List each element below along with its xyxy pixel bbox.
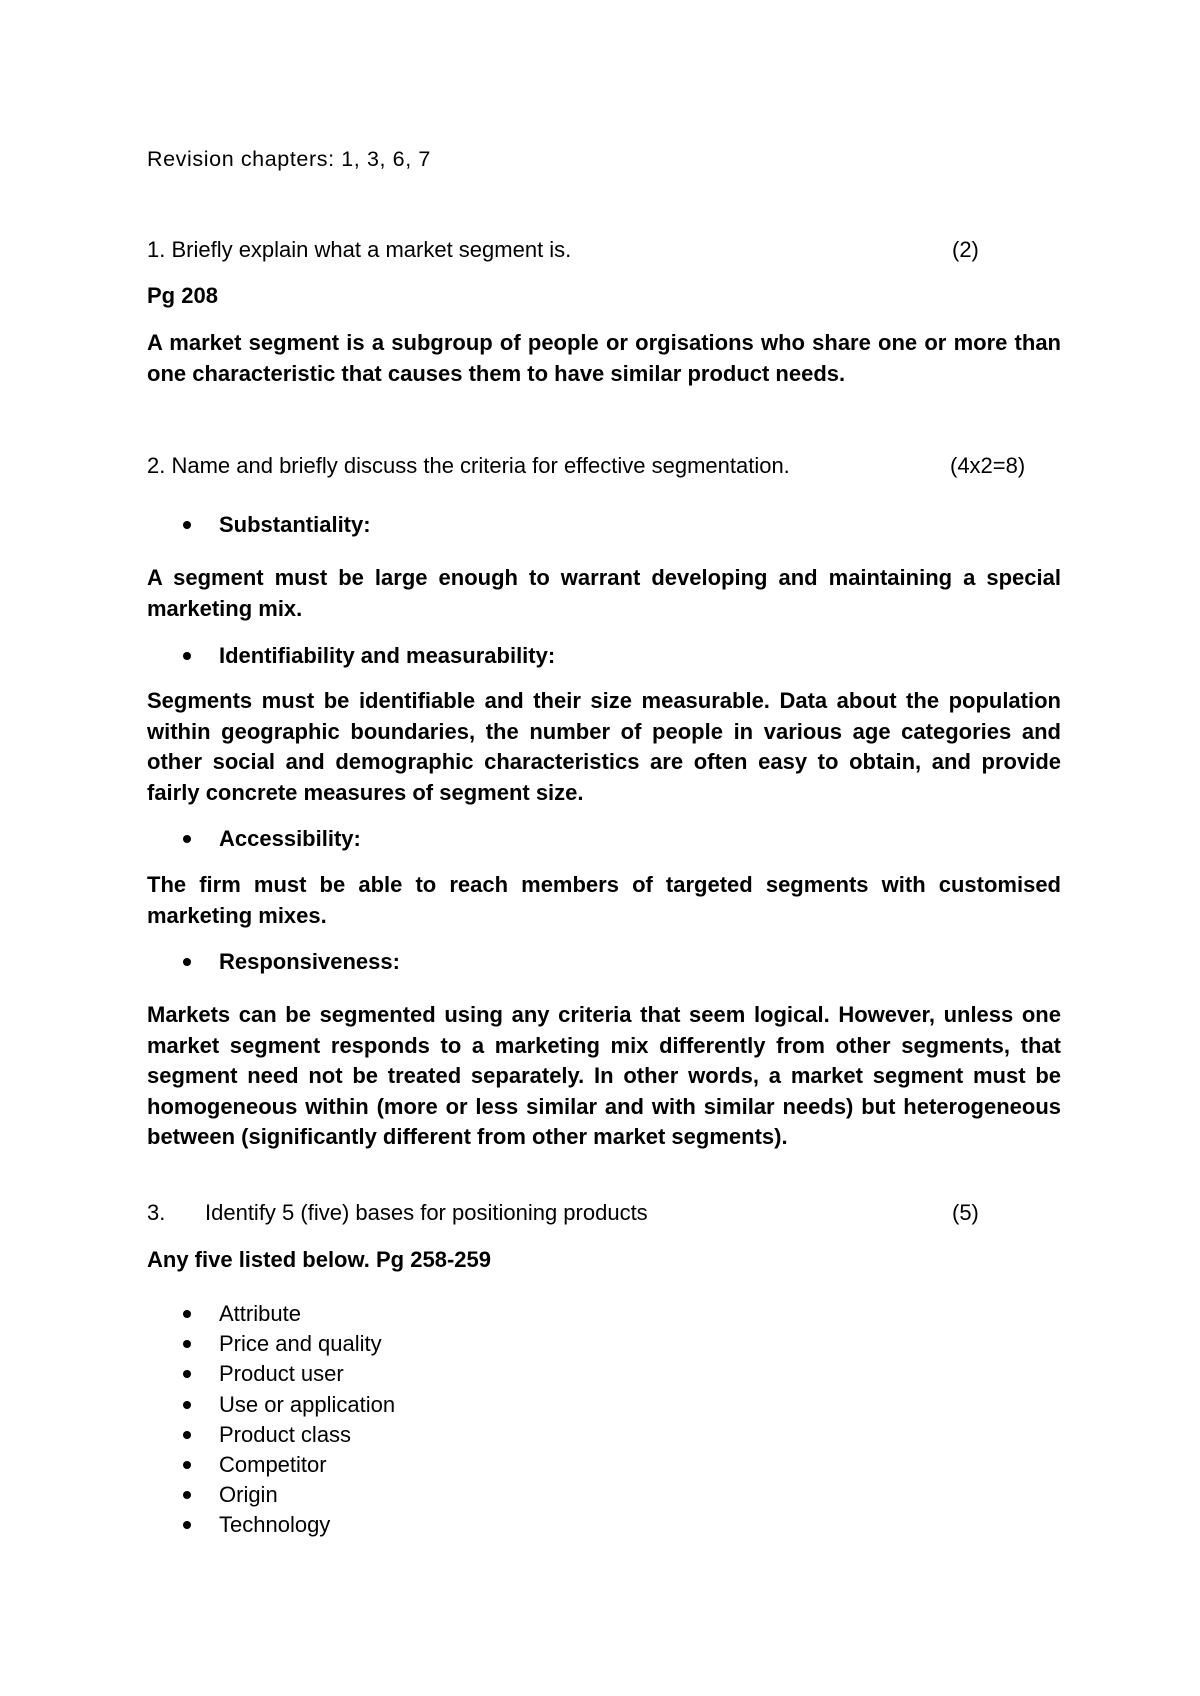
bullet-icon (183, 1370, 191, 1378)
criterion-responsiveness-text: Markets can be segmented using any criteria that seem logical. However, unless one market segment responds to a marketing mix differently from other segments, that segment need not be treated separately. In other words, a market segment must be homogeneous within (more or less similar and with similar needs) but heterogeneous between (significantly different from other market segments). (147, 1002, 1061, 1149)
bullet-icon (183, 1340, 191, 1348)
bullet-icon (183, 835, 191, 843)
document-page: Revision chapters: 1, 3, 6, 7 1. Briefly explain what a market segment is. (2) Pg 208 A market segment is a subgroup of people or orgisations who share one or more than one characteristic that causes them to have similar product needs. 2. Name and briefly discuss the criteria for effective segmentation. (4x2=8) Substantiality: A segment must be large enough to warrant developing and maintaining a special marketing mix. Identifiability and measurability: Segments must be identifiable and their size measurable. Data about the population within geographic boundaries, the number of people in various age categories and other social and demographic characteristics are often easy to obtain, and provide fairly concrete measures of segment size. Accessibility: The firm must be able to reach members of targeted segments with customised marketing mixes. Responsiveness: Markets can be segmented using any criteria that seem logical. However, unless one market segment responds to a marketing mix differently from other segments, that segment need not be treated separately. In other words, a market segment must be homogeneous within (more or less similar and with similar needs) but heterogeneous between (significantly different from other market segments). 3. Identify 5 (five) bases for positioning products (5) Any five listed below. Pg 258-259 Attribute Price and quality Product user Use or application Product class Competitor Origin Technology (147, 0, 1061, 1696)
question-1-text: 1. Briefly explain what a market segment is. (147, 237, 572, 262)
bullet-icon (183, 1431, 191, 1439)
criterion-substantiality-text: A segment must be large enough to warrant developing and maintaining a special marketing mix. (147, 565, 1061, 621)
question-1-reference: Pg 208 (147, 283, 218, 308)
bullet-icon (183, 1521, 191, 1529)
question-1-marks: (2) (952, 237, 979, 262)
bullet-icon (183, 1491, 191, 1499)
question-1-answer: A market segment is a subgroup of people or orgisations who share one or more than one characteristic that causes them to have similar product needs. (147, 330, 1061, 386)
question-3-marks: (5) (952, 1200, 979, 1225)
question-3 (147, 1198, 1061, 1228)
bullet-icon (183, 1401, 191, 1409)
question-1 (147, 235, 1061, 265)
bullet-icon (183, 521, 191, 529)
bullet-icon (183, 1310, 191, 1318)
criterion-identifiability-text: Segments must be identifiable and their size measurable. Data about the population within geographic boundaries, the number of people in various age categories and other social and demographic characteristics are often easy to obtain, and provide fairly concrete measures of segment size. (147, 688, 1061, 805)
question-3-text: Identify 5 (five) bases for positioning products (205, 1200, 648, 1225)
question-2 (147, 451, 1061, 481)
question-2-text: 2. Name and briefly discuss the criteria for effective segmentation. (147, 453, 790, 478)
question-2-marks: (4x2=8) (950, 453, 1026, 478)
bullet-icon (183, 1461, 191, 1469)
question-3-reference: Any five listed below. Pg 258-259 (147, 1247, 491, 1272)
question-3-number: 3. (147, 1200, 166, 1225)
bullet-icon (183, 958, 191, 966)
criterion-accessibility-text: The firm must be able to reach members of targeted segments with customised marketing mixes. (147, 872, 1061, 928)
bullet-icon (183, 652, 191, 660)
revision-header: Revision chapters: 1, 3, 6, 7 (147, 147, 431, 171)
